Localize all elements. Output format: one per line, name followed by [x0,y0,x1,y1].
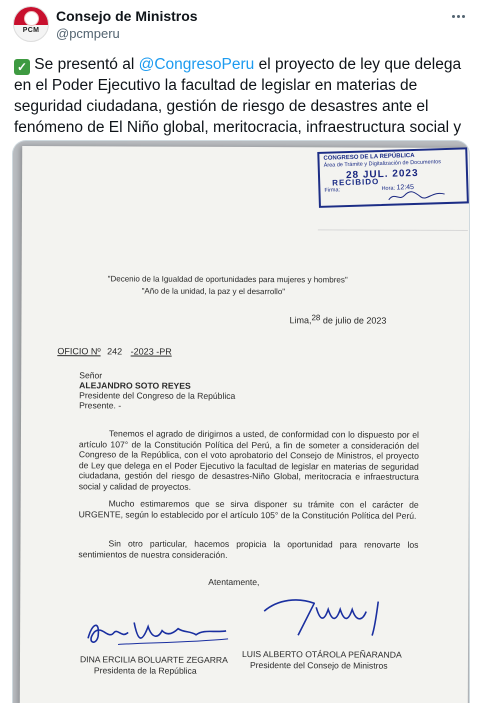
stamp-divider [318,229,468,231]
signer-1-name: DINA ERCILIA BOLUARTE ZEGARRA [79,654,228,665]
stamp-hora: Hora: [381,185,396,192]
stamp-signature [386,188,446,204]
user-handle[interactable]: @pcmperu [56,26,120,41]
reception-stamp [317,147,469,208]
oficio-line [57,346,171,356]
tweet-image[interactable] [12,140,470,703]
signer-2-title: Presidente del Consejo de Ministros [249,660,388,671]
stamp-hora-value: 12:45 [396,184,415,192]
date-day: 28 [311,313,321,323]
paragraph-1: Tenemos el agrado de dirigirnos a usted, de conformidad con lo dispuesto por el artículo 107° de la Constitución Política del Perú, a fin de someter a consideración del Congreso de la República, con el voto aprobatorio del Consejo de Ministros, el proyecto de Ley que delega en el Poder Ejecutivo la facultad de legislar en materias de seguridad ciudadana, gestión del riesgo de desastres-Niño Global, meritocracia e infraestructura social y calidad de proyectos. [78,428,419,492]
salutation: Señor [79,370,103,381]
check-mark-icon: ✓ [14,59,30,75]
signer-2-name: LUIS ALBERTO OTÁROLA PEÑARANDA [241,648,402,660]
avatar-label: PCM [22,27,40,34]
date-rest: de julio de 2023 [320,315,387,326]
more-horizontal-icon[interactable] [446,6,470,26]
stamp-received: RECIBIDO [332,177,380,188]
stamp-title: CONGRESO DE LA REPÚBLICA [323,152,415,162]
date-place: Lima, [289,315,312,326]
oficio-label: OFICIO Nº [57,346,101,357]
mention-link[interactable]: @CongresoPeru [138,56,255,73]
signature-2 [258,591,408,644]
paragraph-2: Mucho estimaremos que se sirva disponer su trámite con el carácter de URGENTE, según lo establecido por el artículo 105° de la Constitución Política del Perú. [78,498,419,521]
paragraph-3: Sin otro particular, hacemos propicia la oportunidad para renovarte los sentimientos de nuestra consideración. [78,538,419,560]
peru-seal-icon [24,11,39,26]
presente-line: Presente. - [79,400,122,411]
date-line [289,313,386,325]
tweet-text-start: Se presentó al [30,56,139,73]
signer-1-title: Presidenta de la República [93,665,197,676]
display-name[interactable]: Consejo de Ministros [56,8,198,24]
tweet-text-end: el proyecto de ley que delega en el Poder Ejecutivo la facultad de legislar en materias de seguridad ciudadana, gestión de riesgo de desastres ante el fenómeno de El Niño global, meritocracia, infraestructura social y [14,56,462,136]
stamp-firma: Firma: [324,187,341,194]
recipient-name: ALEJANDRO SOTO REYES [79,380,191,391]
document-page [20,146,470,703]
stamp-subtitle: Área de Trámite y Digitalización de Documentos [323,159,442,169]
decenio-line: "Decenio de la Igualdad de oportunidades para mujeres y hombres" [107,274,348,285]
closing-line: Atentamente, [208,576,260,588]
recipient-title: Presidente del Congreso de la República [79,390,236,401]
oficio-number: 242 [107,346,123,357]
oficio-suffix: -2023 -PR [130,346,172,357]
signature-1 [78,602,238,655]
stamp-date: 28 JUL. 2023 [345,167,419,182]
tweet-header [0,0,480,48]
anio-line: "Año de la unidad, la paz y el desarrollo" [141,286,286,297]
avatar[interactable] [13,6,49,42]
